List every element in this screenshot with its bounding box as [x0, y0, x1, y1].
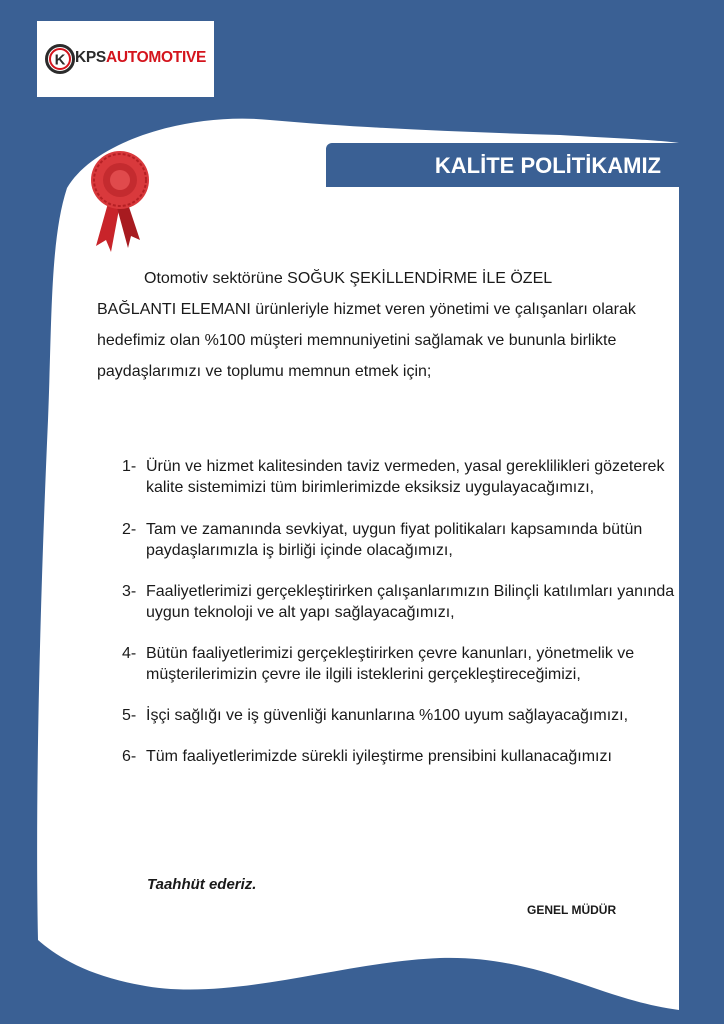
policy-text: Tam ve zamanında sevkiyat, uygun fiyat politikaları kapsamında bütün paydaşlarımızla iş birliği içinde olacağımızı, — [146, 521, 643, 559]
policy-number: 5- — [122, 707, 137, 724]
policy-number: 2- — [122, 521, 137, 538]
policy-list — [122, 456, 682, 767]
policy-number: 1- — [122, 458, 137, 475]
policy-number: 3- — [122, 583, 137, 600]
policy-item-1 — [122, 456, 682, 498]
policy-number: 4- — [122, 645, 137, 662]
title-banner — [326, 143, 679, 187]
closing-statement: Taahhüt ederiz. — [147, 876, 257, 893]
signature: GENEL MÜDÜR — [527, 903, 617, 917]
company-logo — [37, 21, 214, 97]
policy-text: Tüm faaliyetlerimizde sürekli iyileştirme prensibini kullanacağımızı — [146, 748, 612, 765]
logo-brand-automotive: AUTOMOTIVE — [105, 49, 207, 66]
kps-logo-mark-icon — [45, 44, 75, 74]
logo-initial: K — [54, 51, 66, 69]
policy-item-5 — [122, 705, 682, 726]
policy-text: Faaliyetlerimizi gerçekleştirirken çalışanlarımızın Bilinçli katılımları yanında uygun teknoloji ve alt yapı sağlayacağımızı, — [146, 583, 675, 621]
policy-text: Bütün faaliyetlerimizi gerçekleştirirken çevre kanunları, yönetmelik ve müşterilerimizin çevre ile ilgili isteklerini gerçekleştireceğimizi, — [146, 645, 635, 683]
logo-wordmark — [75, 49, 206, 67]
intro-body: BAĞLANTI ELEMANI ürünleriyle hizmet veren yönetimi ve çalışanları olarak hedefimiz olan %100 müşteri memnuniyetini sağlamak ve bununla birlikte paydaşlarımızı ve toplumu memnun etmek için; — [97, 301, 636, 380]
policy-item-3 — [122, 581, 682, 623]
award-ribbon-icon — [84, 148, 156, 256]
policy-item-4 — [122, 643, 682, 685]
policy-text: Ürün ve hizmet kalitesinden taviz vermeden, yasal gereklilikleri gözeterek kalite sistemimizi tüm birimlerimizde eksiksiz uygulayacağımızı, — [146, 458, 665, 496]
policy-item-2 — [122, 519, 682, 561]
logo-brand-kps: KPS — [75, 49, 106, 66]
intro-paragraph — [97, 263, 637, 387]
policy-item-6 — [122, 746, 682, 767]
policy-number: 6- — [122, 748, 137, 765]
policy-text: İşçi sağlığı ve iş güvenliği kanunlarına %100 uyum sağlayacağımızı, — [146, 707, 629, 724]
intro-line-1: Otomotiv sektörüne SOĞUK ŞEKİLLENDİRME İLE ÖZEL — [144, 270, 553, 287]
page-title: KALİTE POLİTİKAMIZ — [434, 153, 661, 178]
